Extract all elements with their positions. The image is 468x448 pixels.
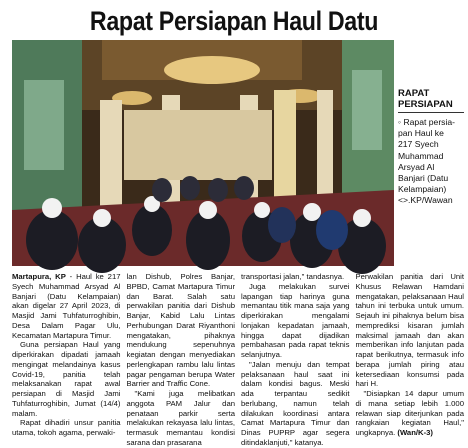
- paragraph: transportasi jalan," tandasnya.: [241, 272, 345, 281]
- caption-line: Muhammad: [398, 150, 444, 161]
- paragraph: Perwakilan panitia dari Unit Khusus Relawan Hamdani mengatakan, pelaksanaan Haul tahun ini terbuka untuk umum. Sejauh ini pihaknya belum bisa memprediksi kisaran jumlah maksimal jamaah dan akan memberikan info lanjutan pada rapat berikutnya, termasuk info berapa jumlah piring atau ketersediaan konsumsi pada hari H.: [355, 272, 464, 389]
- caption-text: [398, 117, 464, 207]
- paragraph: "Kami juga melibatkan anggota PAM Jalur dan penataan parkir serta melakukan rekayasa lalu lintas, termasuk memantau kondisi sarana dan prasarana: [126, 389, 235, 447]
- paragraph: Juga melakukan survei lapangan tiap harinya guna memantau titik mana saja yang diperkirakan mengalami lonjakan kepadatan jamaah, hingga dapat dijadikan pembahasan pada rapat teknis selanjutnya.: [241, 281, 350, 359]
- paragraph: lan Dishub, Polres Banjar, BPBD, Camat Martapura Timur dan Barat. Salah satu perwakilan panitia dari Dishub Banjar, Kabid Lalu Lintas Perhubungan Darat Riyanthoni mengatakan, pihaknya mendukung sepenuhnya kegiatan dengan menyediakan perlengkapan rambu lalu lintas pagar pengaman berupa Water Barrier and Traffic Cone.: [126, 272, 235, 389]
- article-column-3: [241, 272, 350, 447]
- paragraph: "Jalan menuju dan tempat pelaksanaan haul saat ini dalam kondisi bagus. Meski ada terpantau sedikit berlubang, namun telah dilakukan koordinasi antara Camat Martapura Timur dan Dinas PUPRP agar segera ditindaklanjuti," katanya.: [241, 359, 350, 447]
- caption-title: RAPAT PERSIAPAN: [398, 88, 464, 113]
- caption-line: Rapat persia-: [403, 117, 456, 127]
- caption-line: Kelampaian): [398, 184, 447, 195]
- byline: (Wan/K-3): [397, 428, 433, 437]
- caption-bullet: ◦: [398, 117, 402, 127]
- article-column-2: [126, 272, 236, 447]
- dateline: Martapura, KP: [12, 272, 66, 281]
- photo-credit: <>.KP/Wawan: [398, 195, 453, 206]
- caption-line: 217 Syech: [398, 139, 439, 150]
- paragraph: Guna persiapan Haul yang diperkirakan dipadati jamaah mengingat melandainya kasus Covid-19, panitia telah melaksanakan rapat awal persiapan di Masjid Jami Tuhfaturroghibin, Jumat (14/4) malam.: [12, 340, 121, 418]
- paragraph: "Disiapkan 14 dapur umum di mana setiap lebih 1.000 relawan siap diterjunkan pada rangkaian kegiatan Haul," ungkapnya. (Wan/K-3): [355, 389, 464, 437]
- caption-line: pan Haul ke: [398, 128, 444, 139]
- article-column-4: [355, 272, 465, 437]
- news-photo: [12, 40, 394, 266]
- paragraph: Rapat dihadiri unsur panitia utama, tokoh agama, perwaki-: [12, 418, 121, 437]
- article-column-1: [12, 272, 121, 437]
- photo-caption: [398, 88, 464, 207]
- paragraph: Martapura, KP - Haul ke 217 Syech Muhammad Arsyad Al Banjari (Datu Kelampaian) akan digelar 27 April 2023, di Masjid Jami Tuhfaturroghibin, Desa Dalam Pagar Ulu, Kecamatan Martapura Timur.: [12, 272, 121, 340]
- caption-line: Banjari (Datu: [398, 173, 449, 184]
- article-body: [12, 272, 464, 447]
- headline: Rapat Persiapan Haul Datu: [89, 6, 379, 36]
- caption-line: Arsyad Al: [398, 161, 435, 172]
